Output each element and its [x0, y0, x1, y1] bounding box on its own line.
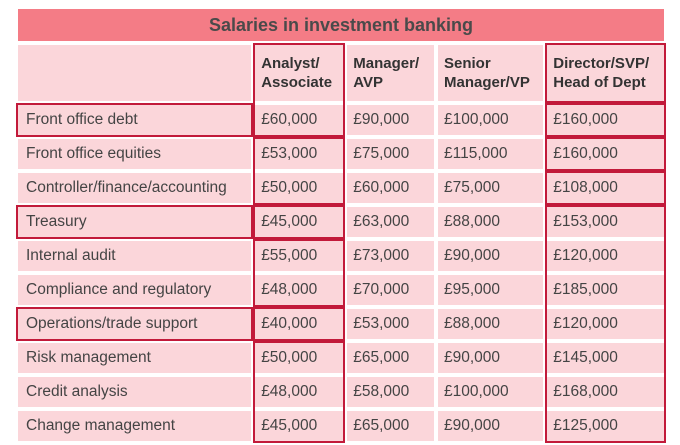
salary-cell: £40,000: [255, 309, 343, 339]
salary-cell: £75,000: [438, 173, 543, 203]
salary-cell: £185,000: [547, 275, 664, 305]
salary-cell: £88,000: [438, 309, 543, 339]
row-label: Compliance and regulatory: [18, 275, 251, 305]
column-header-0: [18, 45, 251, 101]
row-label: Front office debt: [18, 105, 251, 135]
salary-cell: £160,000: [547, 105, 664, 135]
salary-cell: £45,000: [255, 411, 343, 441]
column-header-line: Head of Dept: [553, 74, 646, 91]
salary-table: [14, 5, 668, 445]
salary-cell: £90,000: [438, 411, 543, 441]
column-header-line: Associate: [261, 74, 333, 91]
salary-cell: £120,000: [547, 309, 664, 339]
column-header-line: Senior: [443, 55, 491, 72]
salary-cell: £100,000: [438, 377, 543, 407]
salary-cell: £145,000: [547, 343, 664, 373]
salary-cell: £168,000: [547, 377, 664, 407]
salary-cell: £153,000: [547, 207, 664, 237]
salary-cell: £88,000: [438, 207, 543, 237]
salary-cell: £53,000: [255, 139, 343, 169]
row-label: Change management: [18, 411, 251, 441]
salary-cell: £55,000: [255, 241, 343, 271]
salary-cell: £90,000: [438, 241, 543, 271]
column-header-line: Director/SVP/: [553, 55, 650, 72]
salary-cell: £95,000: [438, 275, 543, 305]
salary-cell: £108,000: [547, 173, 664, 203]
table-row: [18, 343, 664, 373]
column-header-line: Analyst/: [261, 55, 320, 72]
table-row: [18, 105, 664, 135]
salary-cell: £48,000: [255, 377, 343, 407]
salary-cell: £50,000: [255, 173, 343, 203]
column-header-line: Manager/VP: [443, 74, 530, 91]
salary-cell: £90,000: [347, 105, 434, 135]
salary-cell: £50,000: [255, 343, 343, 373]
table-title: Salaries in investment banking: [18, 9, 664, 41]
row-label: Front office equities: [18, 139, 251, 169]
column-header-line: Manager/: [353, 55, 420, 72]
salary-cell: £100,000: [438, 105, 543, 135]
salary-cell: £73,000: [347, 241, 434, 271]
salary-cell: £53,000: [347, 309, 434, 339]
row-label: Operations/trade support: [18, 309, 251, 339]
header-row: [18, 45, 664, 101]
salary-cell: £60,000: [347, 173, 434, 203]
salary-cell: £90,000: [438, 343, 543, 373]
salary-cell: £70,000: [347, 275, 434, 305]
salary-cell: £125,000: [547, 411, 664, 441]
table-row: [18, 241, 664, 271]
salary-table-container: [14, 5, 668, 439]
row-label: Risk management: [18, 343, 251, 373]
salary-cell: £48,000: [255, 275, 343, 305]
row-label: Treasury: [18, 207, 251, 237]
row-label: Internal audit: [18, 241, 251, 271]
salary-cell: £45,000: [255, 207, 343, 237]
table-row: [18, 207, 664, 237]
title-row: [18, 9, 664, 41]
salary-cell: £160,000: [547, 139, 664, 169]
table-row: [18, 411, 664, 441]
salary-cell: £60,000: [255, 105, 343, 135]
salary-cell: £115,000: [438, 139, 543, 169]
salary-cell: £58,000: [347, 377, 434, 407]
salary-cell: £63,000: [347, 207, 434, 237]
table-row: [18, 139, 664, 169]
column-header-4: [547, 45, 664, 101]
column-header-3: [438, 45, 543, 101]
salary-cell: £65,000: [347, 343, 434, 373]
salary-cell: £65,000: [347, 411, 434, 441]
table-row: [18, 377, 664, 407]
salary-cell: £75,000: [347, 139, 434, 169]
row-label: Credit analysis: [18, 377, 251, 407]
row-label: Controller/finance/accounting: [18, 173, 251, 203]
table-row: [18, 309, 664, 339]
column-header-1: [255, 45, 343, 101]
salary-cell: £120,000: [547, 241, 664, 271]
table-row: [18, 275, 664, 305]
column-header-line: AVP: [353, 74, 383, 91]
column-header-2: [347, 45, 434, 101]
table-row: [18, 173, 664, 203]
